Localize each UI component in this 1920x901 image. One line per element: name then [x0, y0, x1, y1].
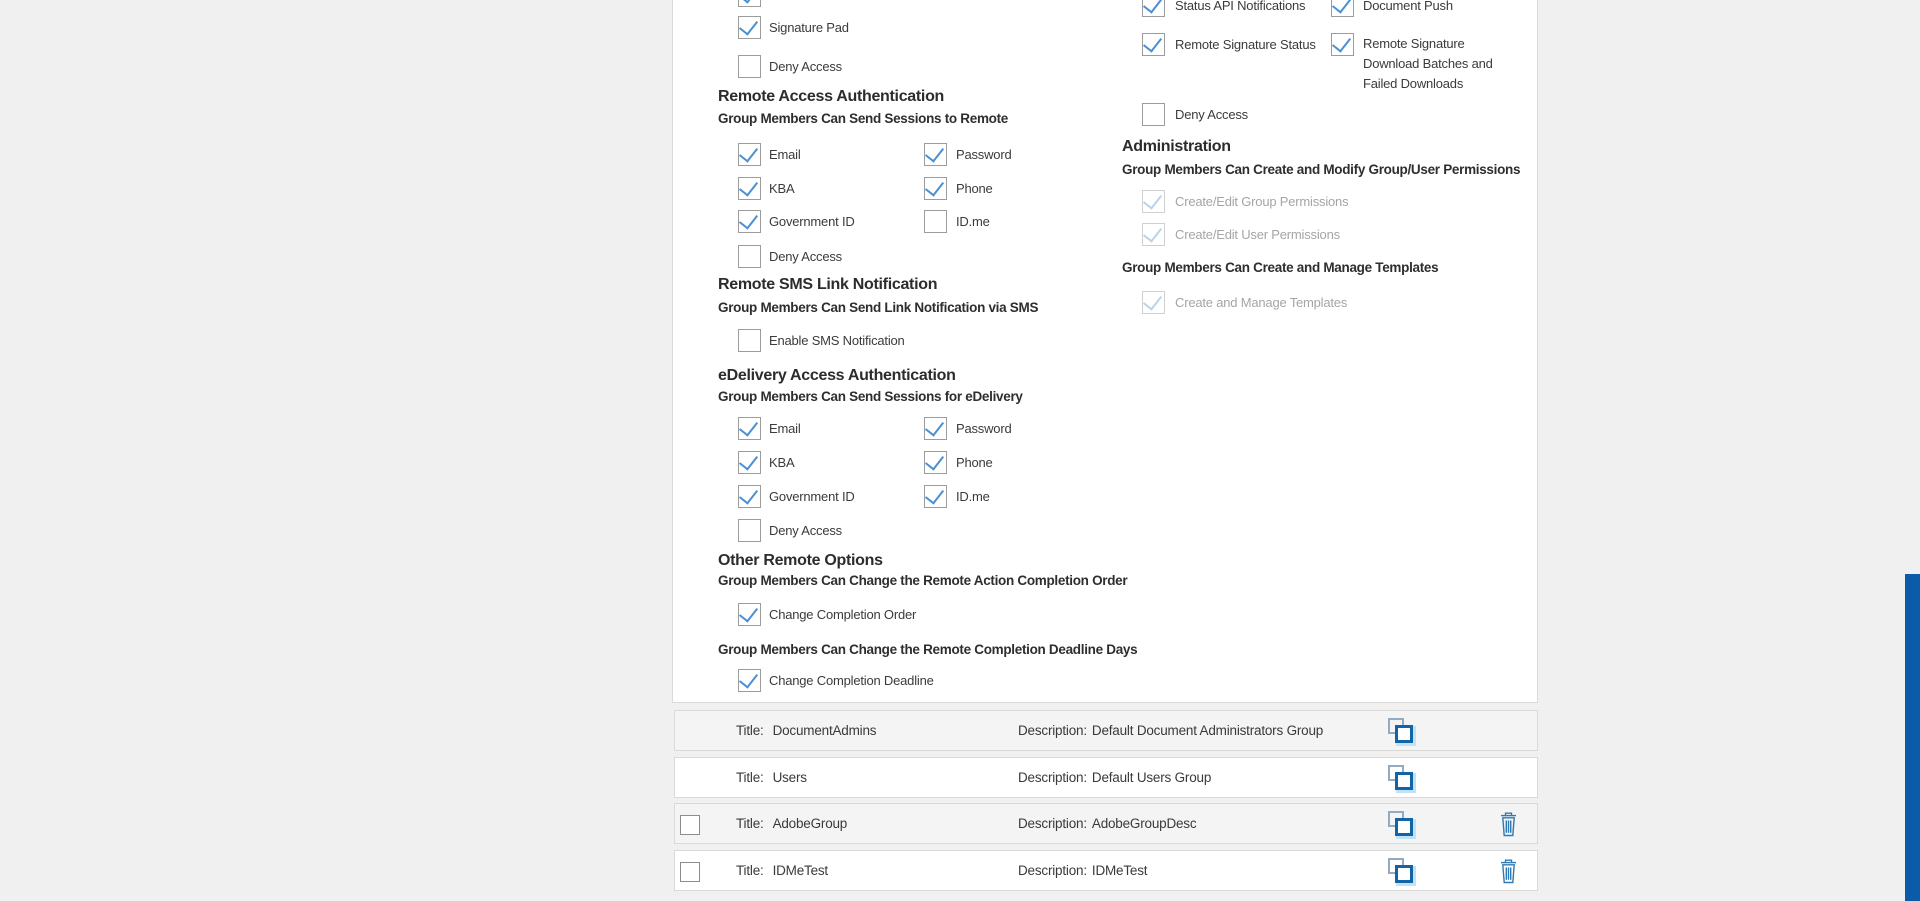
label-raa-password: Password [956, 147, 1012, 162]
checkbox-edel-password[interactable] [924, 417, 947, 440]
label-edel-kba: KBA [769, 455, 795, 470]
copy-icon-front [1395, 865, 1413, 883]
section-title-administration: Administration [1122, 138, 1231, 155]
section-subtitle-completion-order: Group Members Can Change the Remote Action Completion Order [718, 573, 1128, 588]
label-create-edit-user-permissions: Create/Edit User Permissions [1175, 227, 1340, 242]
label-document-push: Document Push [1363, 0, 1453, 13]
checkbox-document-push[interactable] [1331, 0, 1354, 17]
section-subtitle-remote-access-auth: Group Members Can Send Sessions to Remote [718, 111, 1009, 126]
description-value: IDMeTest [1091, 863, 1148, 878]
copy-icon-front [1395, 818, 1413, 836]
section-title-remote-sms: Remote SMS Link Notification [718, 276, 938, 293]
title-value: IDMeTest [772, 863, 828, 878]
checkbox-create-edit-user-permissions [1142, 223, 1165, 246]
group-title [736, 711, 876, 750]
label-notifications-deny-access: Deny Access [1175, 107, 1248, 122]
description-label: Description: [1018, 863, 1087, 878]
title-value: DocumentAdmins [772, 723, 877, 738]
group-title [736, 804, 847, 843]
group-title [736, 851, 828, 890]
copy-icon[interactable] [1388, 858, 1415, 885]
title-label: Title: [736, 770, 764, 785]
label-edel-password: Password [956, 421, 1012, 436]
description-label: Description: [1018, 770, 1087, 785]
group-row-users [674, 757, 1538, 798]
copy-icon[interactable] [1388, 718, 1415, 745]
checkbox-edel-phone[interactable] [924, 451, 947, 474]
label-raa-phone: Phone [956, 181, 993, 196]
label-deny-access-top: Deny Access [769, 59, 842, 74]
checkbox-raa-deny-access[interactable] [738, 245, 761, 268]
checkbox-raa-idme[interactable] [924, 210, 947, 233]
section-subtitle-group-user-permissions: Group Members Can Create and Modify Group/User Permissions [1122, 162, 1521, 177]
trash-icon[interactable] [1497, 858, 1520, 885]
label-edel-phone: Phone [956, 455, 993, 470]
checkbox-raa-email[interactable] [738, 143, 761, 166]
checkbox-notifications-deny-access[interactable] [1142, 103, 1165, 126]
section-title-edelivery-auth: eDelivery Access Authentication [718, 367, 956, 384]
checkbox-status-api-notifications[interactable] [1142, 0, 1165, 17]
trash-icon[interactable] [1497, 811, 1520, 838]
group-description [1018, 711, 1323, 750]
checkbox-raa-password[interactable] [924, 143, 947, 166]
label-remote-signature-download: Remote Signature Download Batches and Failed Downloads [1363, 36, 1493, 91]
row-select-checkbox[interactable] [680, 815, 700, 835]
label-edel-deny-access: Deny Access [769, 523, 842, 538]
checkbox-edel-government-id[interactable] [738, 485, 761, 508]
checkbox-raa-kba[interactable] [738, 177, 761, 200]
scrollbar-thumb[interactable] [1905, 574, 1920, 901]
description-value: AdobeGroupDesc [1091, 816, 1197, 831]
copy-icon-front [1395, 725, 1413, 743]
description-value: Default Users Group [1091, 770, 1212, 785]
section-subtitle-completion-deadline: Group Members Can Change the Remote Completion Deadline Days [718, 642, 1138, 657]
label-signature-pad: Signature Pad [769, 20, 849, 35]
checkbox-edel-email[interactable] [738, 417, 761, 440]
checkbox-edel-idme[interactable] [924, 485, 947, 508]
group-title [736, 758, 807, 797]
checkbox-remote-signature-status[interactable] [1142, 33, 1165, 56]
label-raa-idme: ID.me [956, 214, 990, 229]
group-row-documentadmins [674, 710, 1538, 751]
group-description [1018, 804, 1196, 843]
description-label: Description: [1018, 816, 1087, 831]
section-subtitle-remote-sms: Group Members Can Send Link Notification via SMS [718, 300, 1039, 315]
checkbox-signature-pad[interactable] [738, 16, 761, 39]
checkbox-change-completion-order[interactable] [738, 603, 761, 626]
checkbox-edel-deny-access[interactable] [738, 519, 761, 542]
title-value: Users [772, 770, 807, 785]
label-edel-government-id: Government ID [769, 489, 855, 504]
label-remote-signature-status: Remote Signature Status [1175, 37, 1316, 52]
group-row-adobegroup [674, 803, 1538, 844]
copy-icon[interactable] [1388, 811, 1415, 838]
section-subtitle-edelivery-auth: Group Members Can Send Sessions for eDelivery [718, 389, 1023, 404]
label-raa-deny-access: Deny Access [769, 249, 842, 264]
label-raa-kba: KBA [769, 181, 795, 196]
title-value: AdobeGroup [772, 816, 848, 831]
label-raa-email: Email [769, 147, 801, 162]
checkbox-deny-access-top[interactable] [738, 55, 761, 78]
title-label: Title: [736, 863, 764, 878]
copy-icon-front [1395, 772, 1413, 790]
copy-icon[interactable] [1388, 765, 1415, 792]
label-edel-email: Email [769, 421, 801, 436]
label-raa-government-id: Government ID [769, 214, 855, 229]
label-status-api-notifications: Status API Notifications [1175, 0, 1306, 13]
checkbox-raa-phone[interactable] [924, 177, 947, 200]
group-description [1018, 851, 1147, 890]
checkbox-partial-top[interactable] [738, 0, 761, 7]
group-row-idmetest [674, 850, 1538, 891]
section-title-remote-access-auth: Remote Access Authentication [718, 88, 945, 105]
section-title-other-remote: Other Remote Options [718, 552, 883, 569]
label-create-manage-templates: Create and Manage Templates [1175, 295, 1348, 310]
label-create-edit-group-permissions: Create/Edit Group Permissions [1175, 194, 1349, 209]
permissions-panel [672, 0, 1538, 703]
checkbox-create-edit-group-permissions [1142, 190, 1165, 213]
label-enable-sms: Enable SMS Notification [769, 333, 905, 348]
checkbox-enable-sms[interactable] [738, 329, 761, 352]
description-label: Description: [1018, 723, 1087, 738]
label-change-completion-order: Change Completion Order [769, 607, 917, 622]
label-edel-idme: ID.me [956, 489, 990, 504]
group-description [1018, 758, 1211, 797]
checkbox-create-manage-templates [1142, 291, 1165, 314]
checkbox-remote-signature-download[interactable] [1331, 33, 1354, 56]
row-select-checkbox[interactable] [680, 862, 700, 882]
title-label: Title: [736, 816, 764, 831]
title-label: Title: [736, 723, 764, 738]
checkbox-change-completion-deadline[interactable] [738, 669, 761, 692]
section-subtitle-manage-templates: Group Members Can Create and Manage Templates [1122, 260, 1439, 275]
checkbox-edel-kba[interactable] [738, 451, 761, 474]
label-change-completion-deadline: Change Completion Deadline [769, 673, 934, 688]
description-value: Default Document Administrators Group [1091, 723, 1324, 738]
checkbox-raa-government-id[interactable] [738, 210, 761, 233]
